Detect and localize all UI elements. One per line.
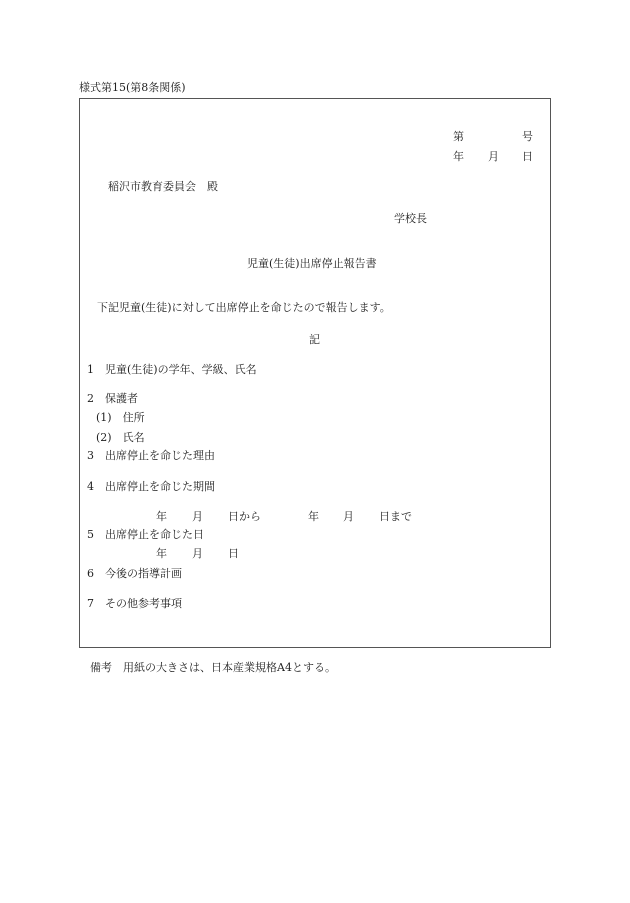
order-date-year: 年 xyxy=(156,547,167,560)
order-date-month: 月 xyxy=(192,547,203,560)
form-number: 様式第15(第8条関係) xyxy=(79,81,186,94)
item-2: 2 保護者 xyxy=(87,392,138,405)
item-6: 6 今後の指導計画 xyxy=(87,567,182,580)
sender: 学校長 xyxy=(394,212,427,225)
addressee: 稲沢市教育委員会 殿 xyxy=(108,180,218,193)
date-day: 日 xyxy=(522,150,533,163)
ki-heading: 記 xyxy=(309,333,320,346)
period-year-2: 年 xyxy=(308,510,319,523)
period-year-1: 年 xyxy=(156,510,167,523)
document-number-dai: 第 xyxy=(453,130,464,143)
item-7: 7 その他参考事項 xyxy=(87,597,182,610)
period-from: 日から xyxy=(228,510,261,523)
intro-text: 下記児童(生徒)に対して出席停止を命じたので報告します。 xyxy=(97,301,391,314)
period-month-1: 月 xyxy=(192,510,203,523)
item-5: 5 出席停止を命じた日 xyxy=(87,528,204,541)
order-date-day: 日 xyxy=(228,547,239,560)
document-number-go: 号 xyxy=(522,130,533,143)
remarks-note: 備考 用紙の大きさは、日本産業規格A4とする。 xyxy=(90,661,336,674)
item-2-1: (1) 住所 xyxy=(96,411,145,424)
item-1: 1 児童(生徒)の学年、学級、氏名 xyxy=(87,363,257,376)
item-2-2: (2) 氏名 xyxy=(96,431,145,444)
date-month: 月 xyxy=(488,150,499,163)
item-4: 4 出席停止を命じた期間 xyxy=(87,480,215,493)
date-year: 年 xyxy=(453,150,464,163)
period-month-2: 月 xyxy=(343,510,354,523)
period-until: 日まで xyxy=(379,510,412,523)
item-3: 3 出席停止を命じた理由 xyxy=(87,449,215,462)
document-title: 児童(生徒)出席停止報告書 xyxy=(247,257,377,270)
